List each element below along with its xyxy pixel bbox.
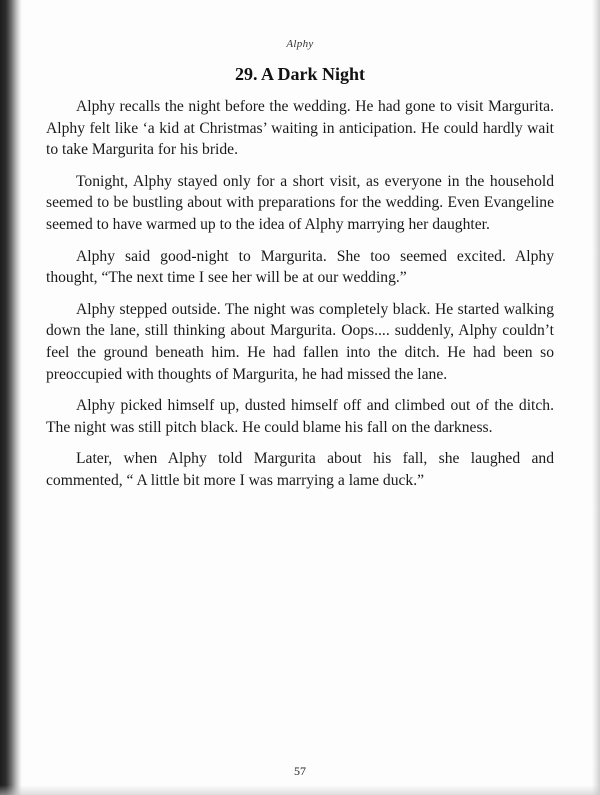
paragraph: Alphy picked himself up, dusted himself off and climbed out of the ditch. The night was still pitch black. He could blame his fall on the darkness. <box>46 397 554 436</box>
page-edge-shadow <box>592 0 600 795</box>
paragraph: Tonight, Alphy stayed only for a short visit, as everyone in the household seemed to be bustling about with preparations for the wedding. Even Evangeline seemed to have warmed up to the idea of Alphy marrying her daughter. <box>46 172 554 233</box>
paragraph: Alphy stepped outside. The night was completely black. He started walking down the lane, still thinking about Margurita. Oops.... suddenly, Alphy couldn’t feel the ground beneath him. He had fallen into the ditch. He had been so preoccupied with thoughts of Margurita, he had missed the lane. <box>46 300 554 383</box>
paragraph: Alphy said good-night to Margurita. She too seemed excited. Alphy thought, “The next time I see her will be at our wedding.” <box>46 247 554 287</box>
page-bottom-shadow <box>0 785 600 795</box>
page-binding-shadow <box>0 0 22 795</box>
chapter-title: 29. A Dark Night <box>234 64 366 84</box>
chapter-body <box>46 96 554 502</box>
page-number: 57 <box>294 764 306 778</box>
paragraph: Alphy recalls the night before the wedding. He had gone to visit Margurita. Alphy felt like ‘a kid at Christmas’ waiting in anticipation. He could hardly wait to take Margurita for his bride. <box>46 98 554 159</box>
running-header: Alphy <box>286 38 314 50</box>
paragraph: Later, when Alphy told Margurita about his fall, she laughed and commented, “ A little bit more I was marrying a lame duck.” <box>46 450 554 489</box>
